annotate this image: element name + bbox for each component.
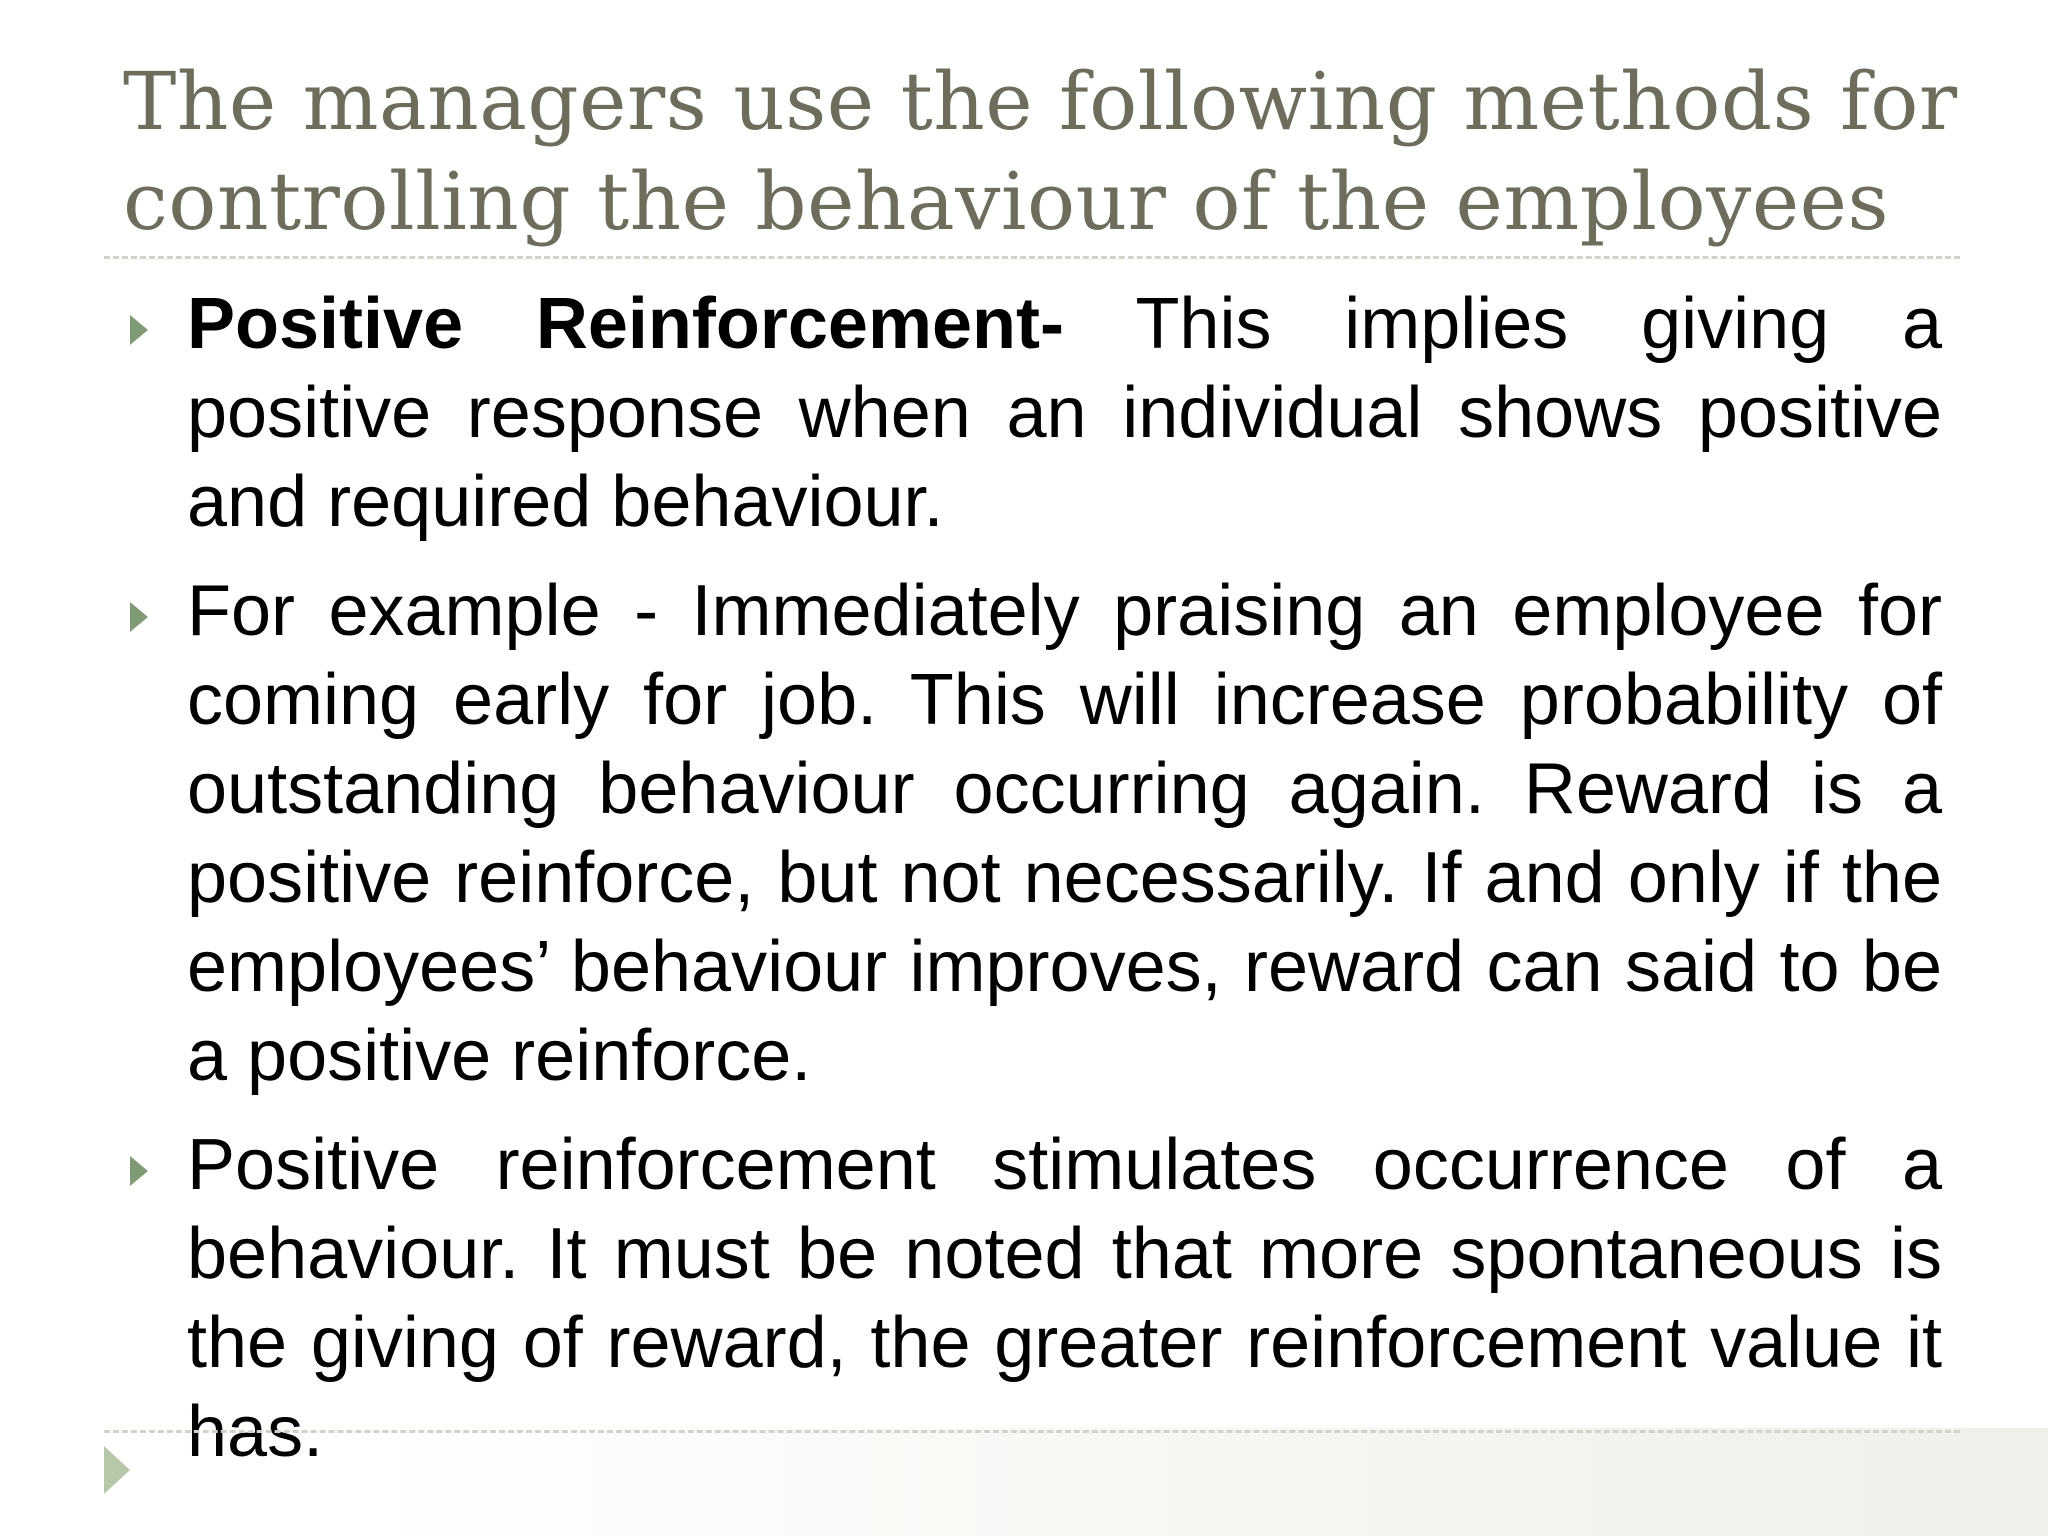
- triangle-right-icon: [130, 602, 148, 632]
- title-divider: [104, 256, 1960, 259]
- bullet-term: Positive Reinforcement-: [187, 284, 1064, 364]
- bullet-item-positive-reinforcement: [124, 280, 1942, 547]
- corner-triangle-icon: [104, 1446, 130, 1494]
- footer-divider: [104, 1430, 1960, 1433]
- bullet-text: This implies giving a positive response when an individual shows positive and required behaviour.: [187, 284, 1943, 542]
- bullet-item-stimulates: [124, 1121, 1942, 1477]
- bullet-text: Positive reinforcement stimulates occurrence of a behaviour. It must be noted that more spontaneous is the giving of reward, the greater reinforcement value it has.: [187, 1125, 1942, 1472]
- triangle-right-icon: [130, 315, 148, 345]
- bullet-item-example: [124, 567, 1942, 1101]
- slide-title: The managers use the following methods for controlling the behaviour of the employees: [123, 55, 1958, 248]
- triangle-right-icon: [130, 1156, 148, 1186]
- bullet-list: [124, 280, 1942, 1497]
- bullet-text: For example - Immediately praising an employee for coming early for job. This will increase probability of outstanding behaviour occurring again. Reward is a positive reinforce, but not necessarily. If and only if the employees’ behaviour improves, reward can said to be a positive reinforce.: [187, 571, 1942, 1096]
